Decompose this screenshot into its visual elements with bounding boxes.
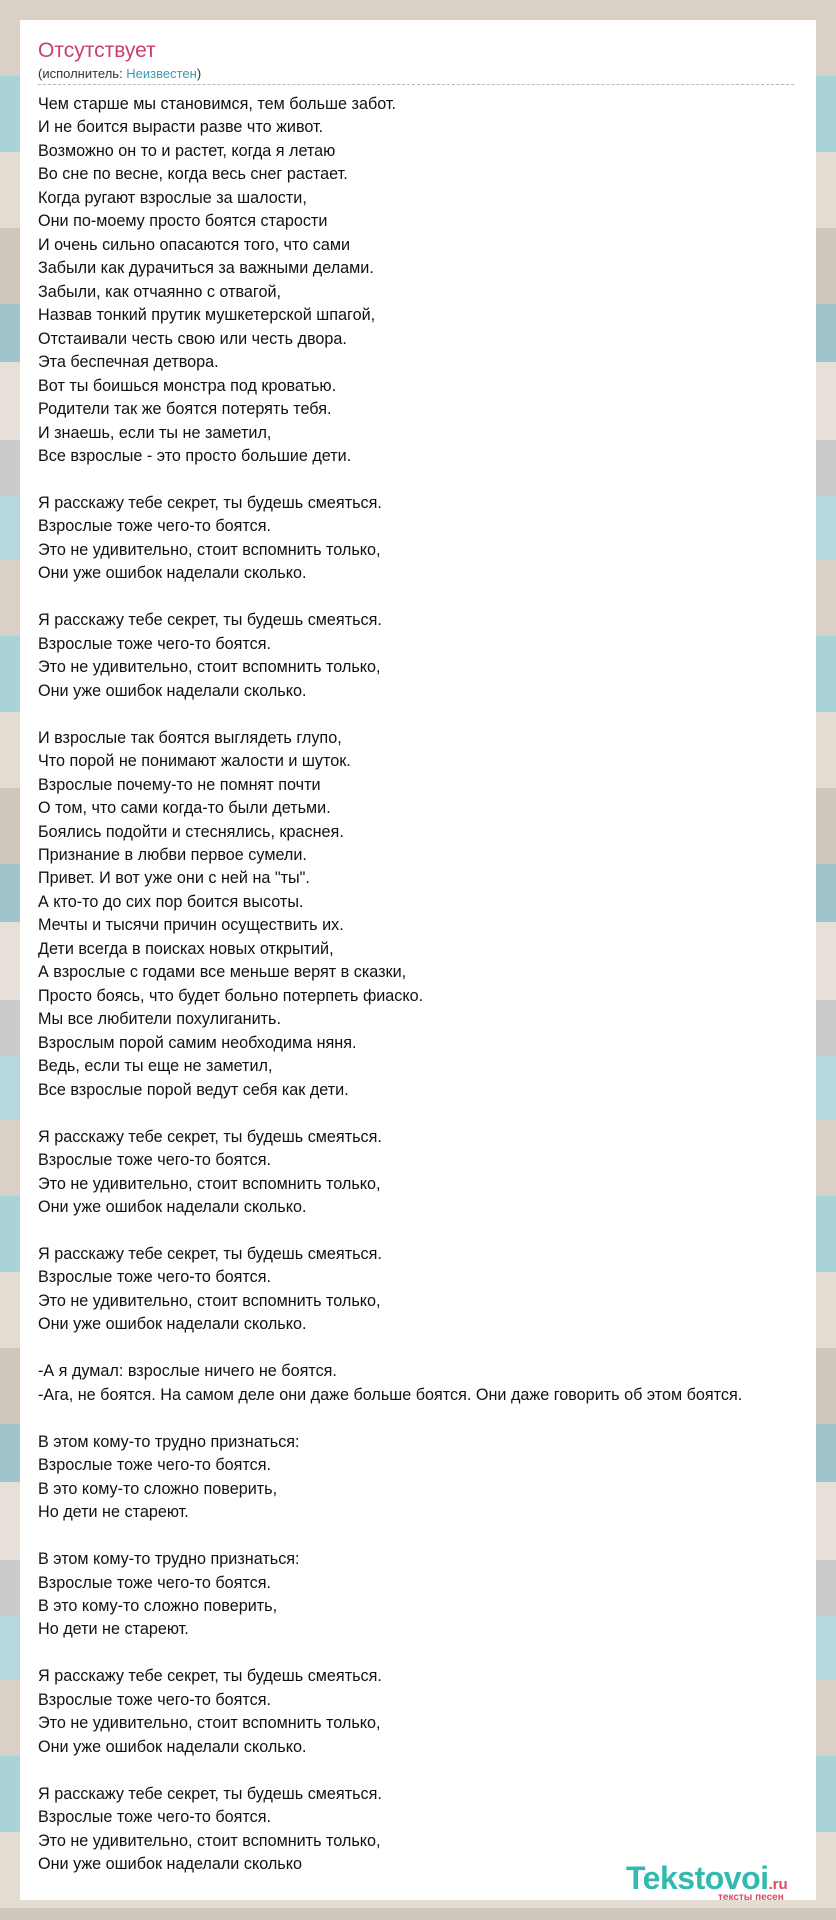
lyric-line: Это не удивительно, стоит вспомнить только, (38, 1174, 381, 1193)
logo-tagline: тексты песен (718, 1892, 784, 1900)
lyric-line: Взрослые тоже чего-то боятся. (38, 1573, 272, 1592)
lyric-line: Эта беспечная детвора. (38, 353, 219, 372)
lyric-line: Назвав тонкий прутик мушкетерской шпагой, (38, 306, 376, 325)
lyric-line: Я расскажу тебе секрет, ты будешь смеяться. (38, 1127, 382, 1146)
lyric-line: Забыли, как отчаянно с отвагой, (38, 282, 281, 301)
lyric-line: А кто-то до сих пор боится высоты. (38, 892, 304, 911)
lyric-line: Вот ты боишься монстра под кроватью. (38, 376, 337, 395)
logo-name: Tekstovoi (626, 1860, 769, 1896)
lyric-line: Я расскажу тебе секрет, ты будешь смеяться. (38, 1244, 382, 1263)
lyric-line: Признание в любви первое сумели. (38, 846, 307, 864)
lyric-line: Ведь, если ты еще не заметил, (38, 1057, 273, 1076)
lyrics-page (20, 20, 816, 1900)
stanza-break (38, 1407, 816, 1430)
lyric-line: О том, что сами когда-то были детьми. (38, 799, 331, 818)
stanza-break (38, 1642, 816, 1665)
lyric-line: -Ага, не боятся. На самом деле они даже больше боятся. Они даже говорить об этом боятся. (38, 1385, 743, 1404)
lyric-line: Они по-моему просто боятся старости (38, 212, 328, 231)
stanza-break (38, 586, 816, 609)
lyric-line: Привет. И вот уже они с ней на "ты". (38, 869, 310, 888)
lyric-line: Когда ругают взрослые за шалости, (38, 188, 307, 207)
lyric-line: Они уже ошибок наделали сколько. (38, 681, 307, 700)
lyric-line: Взрослые тоже чего-то боятся. (38, 1151, 272, 1170)
lyric-line: Это не удивительно, стоит вспомнить только, (38, 1291, 381, 1310)
stanza-break (38, 1525, 816, 1548)
lyric-line: Они уже ошибок наделали сколько. (38, 564, 307, 583)
lyric-line: И очень сильно опасаются того, что сами (38, 235, 350, 254)
lyric-line: Родители так же боятся потерять тебя. (38, 400, 332, 419)
lyric-line: Взрослые почему-то не помнят почти (38, 775, 321, 794)
lyric-line: Взрослые тоже чего-то боятся. (38, 517, 272, 536)
site-logo[interactable] (626, 1860, 816, 1900)
stanza-break (38, 1220, 816, 1243)
lyric-line: В это кому-то сложно поверить, (38, 1597, 278, 1615)
lyric-line: Взрослым порой самим необходима няня. (38, 1033, 357, 1052)
stanza-break (38, 703, 816, 726)
lyric-line: Чем старше мы становимся, тем больше забот. (38, 95, 396, 113)
lyric-line: Но дети не стареют. (38, 1503, 189, 1522)
lyric-line: И не боится вырасти разве что живот. (38, 118, 324, 137)
lyric-line: Они уже ошибок наделали сколько (38, 1855, 302, 1874)
title-divider (38, 84, 794, 85)
stanza-break (38, 469, 816, 492)
lyric-line: Они уже ошибок наделали сколько. (38, 1315, 307, 1334)
lyric-line: -А я думал: взрослые ничего не боятся. (38, 1362, 337, 1381)
lyric-line: Возможно он то и растет, когда я летаю (38, 141, 336, 160)
lyric-line: Взрослые тоже чего-то боятся. (38, 1808, 272, 1827)
lyric-line: Взрослые тоже чего-то боятся. (38, 1690, 272, 1709)
lyric-line: И знаешь, если ты не заметил, (38, 423, 272, 442)
lyric-line: Мы все любители похулиганить. (38, 1010, 281, 1029)
lyrics-text (38, 93, 816, 1877)
lyric-line: В это кому-то сложно поверить, (38, 1479, 278, 1498)
artist-prefix: (исполнитель: (38, 66, 127, 81)
artist-link[interactable]: Неизвестен (126, 66, 197, 81)
lyric-line: Я расскажу тебе секрет, ты будешь смеяться. (38, 1784, 382, 1803)
lyric-line: Забыли как дурачиться за важными делами. (38, 259, 374, 278)
lyric-line: Взрослые тоже чего-то боятся. (38, 1456, 272, 1475)
lyric-line: Это не удивительно, стоит вспомнить только, (38, 1831, 381, 1850)
artist-suffix: ) (196, 66, 202, 81)
lyric-line: А взрослые с годами все меньше верят в сказки, (38, 963, 407, 982)
lyric-line: Я расскажу тебе секрет, ты будешь смеяться. (38, 1667, 382, 1686)
logo-tld: .ru (768, 1876, 788, 1893)
lyric-line: Все взрослые - это просто большие дети. (38, 447, 352, 466)
stanza-break (38, 1759, 816, 1782)
lyric-line: Все взрослые порой ведут себя как дети. (38, 1080, 349, 1099)
lyric-line: Во сне по весне, когда весь снег растает. (38, 165, 348, 184)
artist-line (38, 65, 201, 83)
stanza-break (38, 1102, 816, 1125)
lyric-line: Это не удивительно, стоит вспомнить только, (38, 540, 381, 559)
stanza-break (38, 1337, 816, 1360)
lyric-line: В этом кому-то трудно признаться: (38, 1550, 300, 1569)
lyric-line: Я расскажу тебе секрет, ты будешь смеяться. (38, 611, 382, 630)
lyric-line: Взрослые тоже чего-то боятся. (38, 1268, 272, 1287)
lyric-line: Но дети не стареют. (38, 1620, 189, 1639)
lyric-line: Это не удивительно, стоит вспомнить только, (38, 1714, 381, 1733)
lyric-line: И взрослые так боятся выглядеть глупо, (38, 728, 342, 747)
song-title: Отсутствует (38, 39, 156, 62)
lyric-line: Это не удивительно, стоит вспомнить только, (38, 658, 381, 677)
lyric-line: Они уже ошибок наделали сколько. (38, 1198, 307, 1217)
lyric-line: Я расскажу тебе секрет, ты будешь смеяться. (38, 493, 382, 512)
lyric-line: Отстаивали честь свою или честь двора. (38, 329, 347, 348)
lyric-line: В этом кому-то трудно признаться: (38, 1432, 300, 1451)
lyric-line: Боялись подойти и стеснялись, краснея. (38, 822, 344, 841)
lyric-line: Они уже ошибок наделали сколько. (38, 1737, 307, 1756)
lyric-line: Просто боясь, что будет больно потерпеть фиаско. (38, 986, 424, 1005)
lyric-line: Мечты и тысячи причин осуществить их. (38, 916, 344, 935)
lyric-line: Взрослые тоже чего-то боятся. (38, 634, 272, 653)
lyric-line: Дети всегда в поисках новых открытий, (38, 939, 334, 958)
lyric-line: Что порой не понимают жалости и шуток. (38, 752, 351, 771)
